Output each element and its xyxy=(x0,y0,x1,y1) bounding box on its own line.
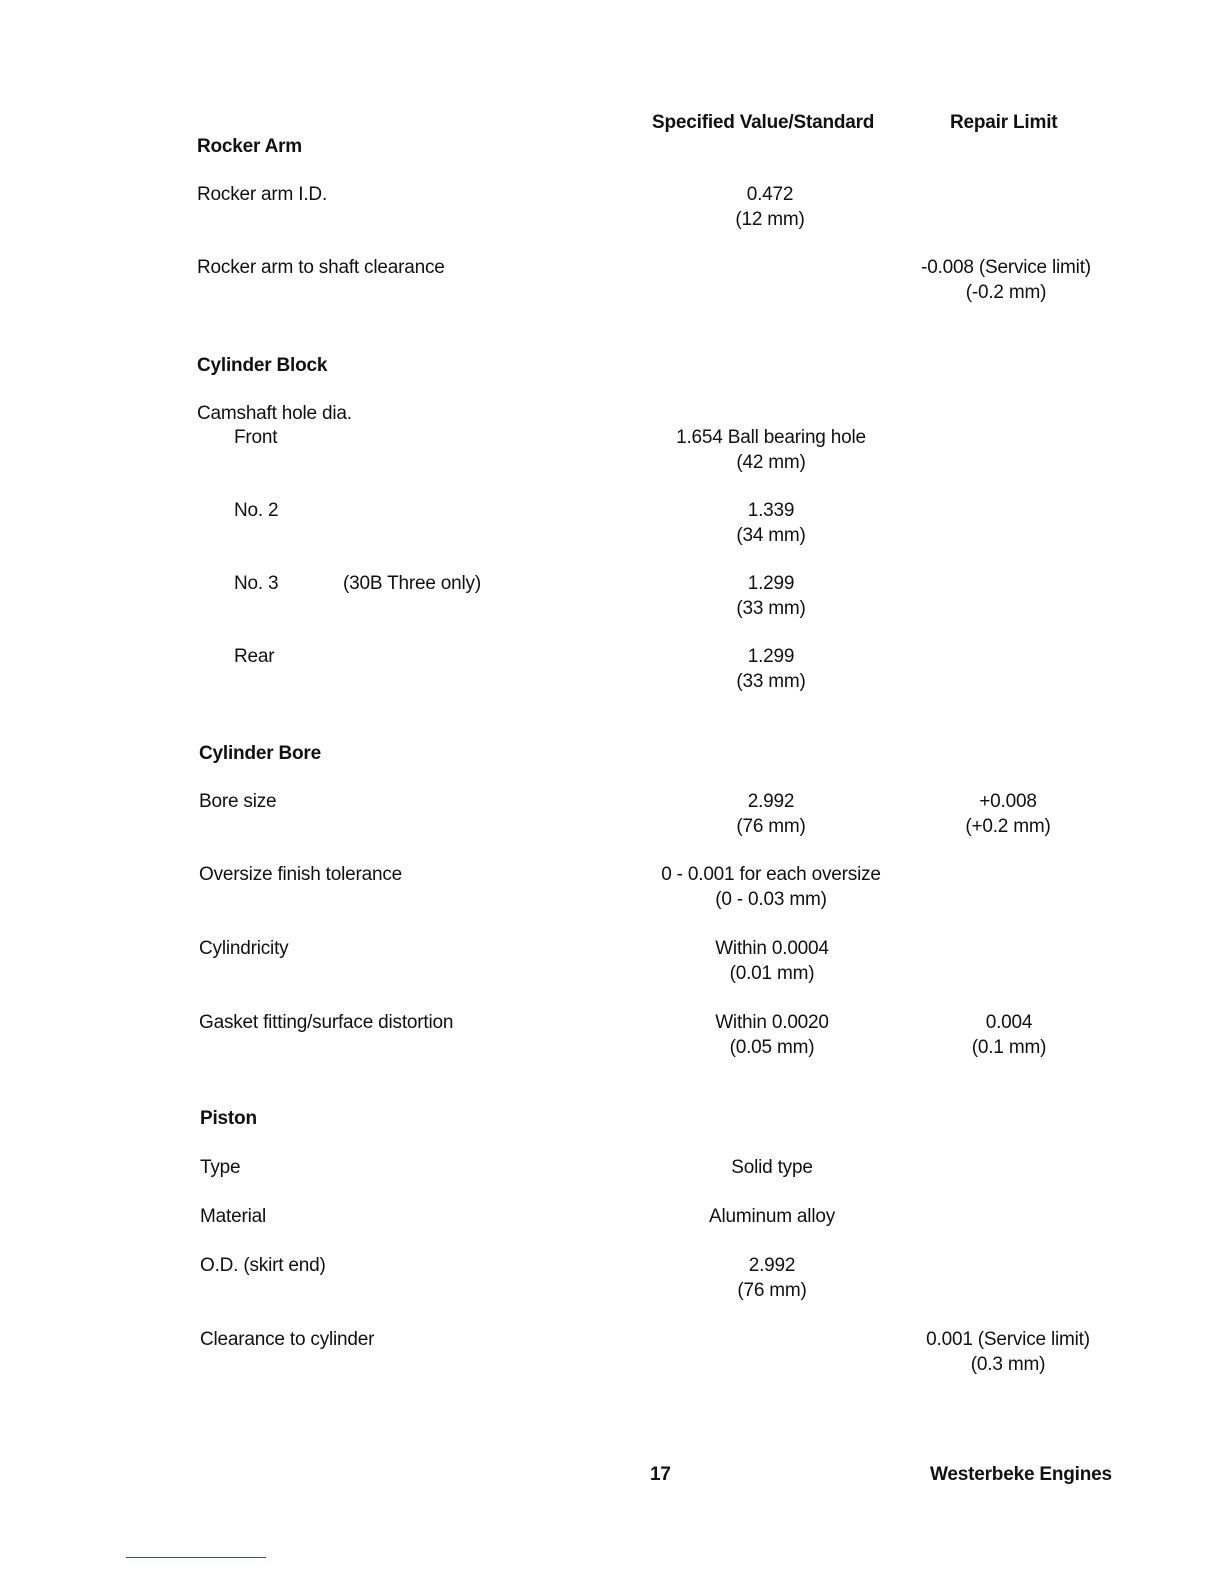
cylindricity-label: Cylindricity xyxy=(199,938,289,959)
rocker-arm-clearance-label: Rocker arm to shaft clearance xyxy=(197,257,445,278)
gasket-distortion-limit: 0.004 (0.1 mm) xyxy=(971,1012,1047,1058)
camshaft-no3-note: (30B Three only) xyxy=(343,573,481,594)
oversize-tolerance-value: 0 - 0.001 for each oversize (0 - 0.03 mm) xyxy=(661,864,881,910)
bore-size-value: 2.992 (76 mm) xyxy=(736,791,806,837)
camshaft-rear-label: Rear xyxy=(234,646,275,667)
section-title-cylinder-block: Cylinder Block xyxy=(197,355,328,376)
piston-material-label: Material xyxy=(200,1206,266,1227)
oversize-tolerance-label: Oversize finish tolerance xyxy=(199,864,403,885)
gasket-distortion-value: Within 0.0020 (0.05 mm) xyxy=(715,1012,829,1058)
camshaft-front-value: 1.654 Ball bearing hole (42 mm) xyxy=(676,427,866,473)
camshaft-front-label: Front xyxy=(234,427,278,448)
piston-clearance-limit: 0.001 (Service limit) (0.3 mm) xyxy=(926,1329,1090,1375)
camshaft-no2-value: 1.339 (34 mm) xyxy=(736,500,806,546)
footer-divider xyxy=(126,1557,266,1558)
bore-size-limit: +0.008 (+0.2 mm) xyxy=(965,791,1051,837)
piston-od-label: O.D. (skirt end) xyxy=(200,1255,326,1276)
section-title-cylinder-bore: Cylinder Bore xyxy=(199,743,321,764)
rocker-arm-id-value: 0.472 (12 mm) xyxy=(735,184,805,230)
camshaft-hole-label: Camshaft hole dia. xyxy=(197,403,352,424)
column-header-repair-limit: Repair Limit xyxy=(950,112,1058,133)
footer-brand: Westerbeke Engines xyxy=(930,1464,1112,1485)
bore-size-label: Bore size xyxy=(199,791,277,812)
page-number: 17 xyxy=(650,1464,671,1485)
camshaft-no2-label: No. 2 xyxy=(234,500,279,521)
rocker-arm-id-label: Rocker arm I.D. xyxy=(197,184,328,205)
gasket-distortion-label: Gasket fitting/surface distortion xyxy=(199,1012,454,1033)
camshaft-no3-value: 1.299 (33 mm) xyxy=(736,573,806,619)
piston-type-label: Type xyxy=(200,1157,241,1178)
piston-od-value: 2.992 (76 mm) xyxy=(737,1255,807,1301)
piston-material-value: Aluminum alloy xyxy=(708,1206,836,1227)
section-title-rocker-arm: Rocker Arm xyxy=(197,136,303,157)
column-header-specified-value: Specified Value/Standard xyxy=(652,112,875,133)
rocker-arm-clearance-limit: -0.008 (Service limit) (-0.2 mm) xyxy=(921,257,1091,303)
piston-type-value: Solid type xyxy=(731,1157,813,1178)
camshaft-rear-value: 1.299 (33 mm) xyxy=(736,646,806,692)
piston-clearance-label: Clearance to cylinder xyxy=(200,1329,375,1350)
cylindricity-value: Within 0.0004 (0.01 mm) xyxy=(715,938,829,984)
section-title-piston: Piston xyxy=(200,1108,257,1129)
camshaft-no3-label: No. 3 xyxy=(234,573,279,594)
